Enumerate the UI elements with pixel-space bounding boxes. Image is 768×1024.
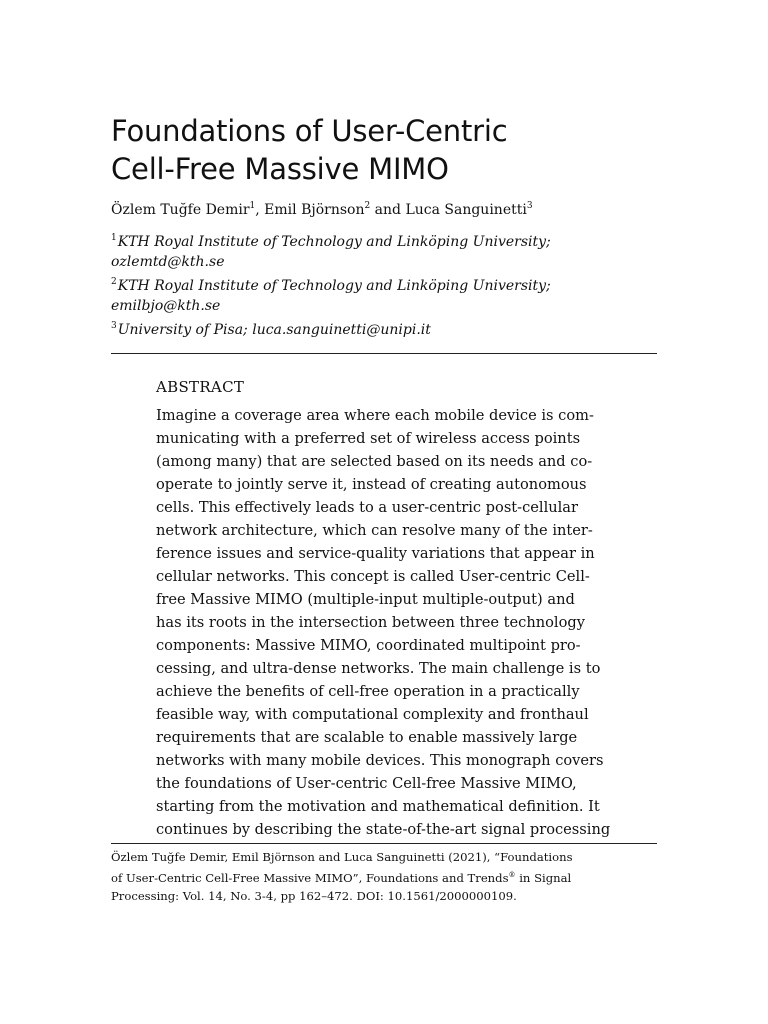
abstract-body [156, 404, 616, 841]
affiliation-line [111, 272, 671, 296]
affiliation-text: KTH Royal Institute of Technology and Linköping University; [117, 234, 551, 250]
abstract-line: free Massive MIMO (multiple-input multiple-output) and [156, 591, 575, 608]
affiliation-email: ozlemtd@kth.se [111, 254, 225, 270]
registered-mark: ® [508, 871, 516, 879]
affil-mark: 3 [111, 321, 117, 331]
paper-title [111, 112, 671, 188]
header-divider [111, 353, 657, 354]
abstract-line: has its roots in the intersection between three technology [156, 614, 585, 631]
author-separator: , [255, 202, 265, 218]
abstract-line: operate to jointly serve it, instead of creating autonomous [156, 476, 587, 493]
abstract-line: achieve the benefits of cell-free operation in a practically [156, 683, 580, 700]
affil-mark: 2 [111, 277, 117, 287]
affiliation-text: University of Pisa; luca.sanguinetti@unipi.it [117, 322, 431, 338]
abstract-heading: ABSTRACT [156, 378, 245, 396]
author-name: Luca Sanguinetti [405, 202, 527, 218]
abstract-line: continues by describing the state-of-the-art signal processing [156, 821, 611, 838]
title-line-1: Foundations of User-Centric [111, 114, 508, 148]
affiliation-line [111, 316, 671, 340]
author-name: Emil Björnson [264, 202, 365, 218]
citation-line [111, 866, 659, 887]
citation-line: Özlem Tuğfe Demir, Emil Björnson and Luca Sanguinetti (2021), “Foundations [111, 850, 573, 864]
abstract-line: networks with many mobile devices. This monograph covers [156, 752, 604, 769]
title-line-2: Cell-Free Massive MIMO [111, 152, 449, 186]
abstract-line: requirements that are scalable to enable massively large [156, 729, 578, 746]
abstract-line: the foundations of User-centric Cell-free Massive MIMO, [156, 775, 577, 792]
affiliation-email: emilbjo@kth.se [111, 298, 221, 314]
abstract-line: feasible way, with computational complexity and fronthaul [156, 706, 589, 723]
abstract-line: cellular networks. This concept is called User-centric Cell- [156, 568, 590, 585]
abstract-line: Imagine a coverage area where each mobile device is com- [156, 407, 594, 424]
author-name: Özlem Tuğfe Demir [111, 202, 250, 218]
citation-text: in Signal [515, 871, 572, 885]
abstract-line: (among many) that are selected based on its needs and co- [156, 453, 593, 470]
abstract-line: components: Massive MIMO, coordinated multipoint pro- [156, 637, 581, 654]
citation-doi-line: Processing: Vol. 14, No. 3-4, pp 162–472. DOI: 10.1561/2000000109. [111, 889, 517, 903]
author-affil-mark: 3 [526, 201, 533, 211]
abstract-line: cells. This effectively leads to a user-centric post-cellular [156, 499, 578, 516]
author-list [111, 196, 671, 220]
citation-footnote [111, 848, 659, 905]
footer-divider [111, 843, 657, 844]
citation-text: of User-Centric Cell-Free Massive MIMO”, Foundations and Trends [111, 871, 509, 885]
author-affil-mark: 2 [364, 201, 371, 211]
abstract-line: municating with a preferred set of wireless access points [156, 430, 581, 447]
author-affil-mark: 1 [249, 201, 256, 211]
abstract-line: starting from the motivation and mathematical definition. It [156, 798, 600, 815]
abstract-line: ference issues and service-quality variations that appear in [156, 545, 595, 562]
affiliation-line [111, 228, 671, 252]
affil-mark: 1 [111, 233, 117, 243]
affiliation-text: KTH Royal Institute of Technology and Linköping University; [117, 278, 551, 294]
author-separator: and [370, 202, 406, 218]
affiliation-list [111, 228, 671, 340]
abstract-line: network architecture, which can resolve many of the inter- [156, 522, 593, 539]
abstract-line: cessing, and ultra-dense networks. The main challenge is to [156, 660, 601, 677]
